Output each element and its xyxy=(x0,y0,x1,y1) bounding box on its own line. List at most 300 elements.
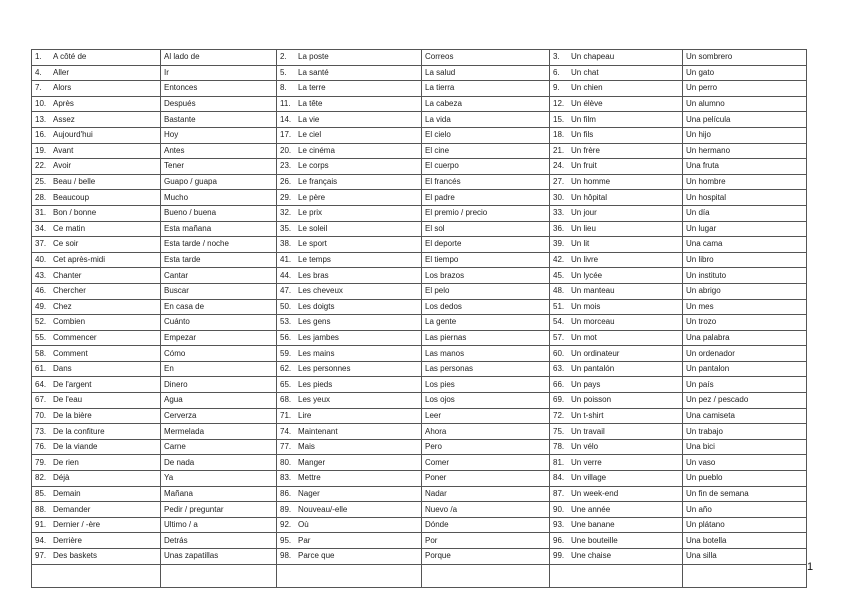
french-term: Une bouteille xyxy=(571,535,618,545)
item-number: 2. xyxy=(280,52,287,62)
french-term-cell xyxy=(32,96,161,112)
french-term: Un élève xyxy=(571,99,603,109)
item-number: 30. xyxy=(553,192,565,202)
table-row xyxy=(32,65,807,81)
spanish-translation-cell: En xyxy=(161,361,277,377)
item-number: 27. xyxy=(553,177,565,187)
french-term-cell xyxy=(32,361,161,377)
french-term: De la bière xyxy=(53,410,92,420)
spanish-translation-cell: El francés xyxy=(422,174,550,190)
french-term-cell xyxy=(32,424,161,440)
item-number: 58. xyxy=(35,348,47,358)
french-term-cell xyxy=(32,533,161,549)
french-term-cell xyxy=(550,471,683,487)
spanish-translation-cell: Un pueblo xyxy=(683,471,807,487)
item-number: 43. xyxy=(35,270,47,280)
item-number: 55. xyxy=(35,332,47,342)
spanish-translation-cell: Esta mañana xyxy=(161,221,277,237)
french-term: La poste xyxy=(298,52,329,62)
spanish-translation-cell: Ya xyxy=(161,471,277,487)
spanish-translation-cell: Nadar xyxy=(422,486,550,502)
french-term-cell xyxy=(277,408,422,424)
spanish-translation-cell: Buscar xyxy=(161,283,277,299)
spanish-translation-cell: La salud xyxy=(422,65,550,81)
french-term-cell xyxy=(550,268,683,284)
table-row xyxy=(32,81,807,97)
item-number: 88. xyxy=(35,504,47,514)
item-number: 90. xyxy=(553,504,565,514)
french-term: De la viande xyxy=(53,442,98,452)
table-row xyxy=(32,283,807,299)
french-term: Un vélo xyxy=(571,442,599,452)
spanish-translation-cell: El deporte xyxy=(422,237,550,253)
item-number: 52. xyxy=(35,317,47,327)
spanish-translation-cell: Un lugar xyxy=(683,221,807,237)
spanish-translation-cell: Un hermano xyxy=(683,143,807,159)
french-term: Un fruit xyxy=(571,161,597,171)
french-term-cell xyxy=(550,81,683,97)
french-term: Commencer xyxy=(53,332,97,342)
item-number: 97. xyxy=(35,551,47,561)
item-number: 95. xyxy=(280,535,292,545)
item-number: 29. xyxy=(280,192,292,202)
item-number: 5. xyxy=(280,67,287,77)
french-term: Beau / belle xyxy=(53,177,96,187)
item-number: 24. xyxy=(553,161,565,171)
item-number: 42. xyxy=(553,255,565,265)
spanish-translation-cell: Detrás xyxy=(161,533,277,549)
item-number: 65. xyxy=(280,379,292,389)
spanish-translation-cell: Un año xyxy=(683,502,807,518)
french-term: Un homme xyxy=(571,177,611,187)
item-number: 84. xyxy=(553,473,565,483)
french-term-cell xyxy=(550,502,683,518)
french-term: Un travail xyxy=(571,426,605,436)
spanish-translation-cell: Cómo xyxy=(161,346,277,362)
french-term: Les pieds xyxy=(298,379,333,389)
french-term: Un jour xyxy=(571,208,597,218)
french-term: Un mot xyxy=(571,332,597,342)
empty-cell xyxy=(277,564,422,587)
item-number: 77. xyxy=(280,442,292,452)
french-term: Combien xyxy=(53,317,86,327)
french-term: Dernier / -ère xyxy=(53,520,101,530)
french-term-cell xyxy=(32,377,161,393)
table-row xyxy=(32,112,807,128)
spanish-translation-cell: Nuevo /a xyxy=(422,502,550,518)
item-number: 15. xyxy=(553,114,565,124)
empty-cell xyxy=(683,564,807,587)
french-term: Déjà xyxy=(53,473,70,483)
table-row xyxy=(32,205,807,221)
french-term: De la confiture xyxy=(53,426,105,436)
french-term: Un chat xyxy=(571,67,599,77)
item-number: 53. xyxy=(280,317,292,327)
item-number: 98. xyxy=(280,551,292,561)
french-term: Un morceau xyxy=(571,317,615,327)
spanish-translation-cell: Las manos xyxy=(422,346,550,362)
table-row xyxy=(32,190,807,206)
french-term-cell xyxy=(550,283,683,299)
french-term: Lire xyxy=(298,410,312,420)
french-term-cell xyxy=(32,268,161,284)
french-term-cell xyxy=(277,143,422,159)
french-term-cell xyxy=(277,190,422,206)
french-term: Un chapeau xyxy=(571,52,615,62)
spanish-translation-cell: El pelo xyxy=(422,283,550,299)
french-term-cell xyxy=(550,346,683,362)
item-number: 16. xyxy=(35,130,47,140)
spanish-translation-cell: El cine xyxy=(422,143,550,159)
french-term: De l'argent xyxy=(53,379,92,389)
spanish-translation-cell: De nada xyxy=(161,455,277,471)
vocabulary-table xyxy=(31,49,807,588)
french-term-cell xyxy=(550,237,683,253)
french-term-cell xyxy=(277,159,422,175)
spanish-translation-cell: Un plátano xyxy=(683,517,807,533)
item-number: 6. xyxy=(553,67,560,77)
item-number: 94. xyxy=(35,535,47,545)
french-term-cell xyxy=(550,174,683,190)
item-number: 28. xyxy=(35,192,47,202)
table-row xyxy=(32,237,807,253)
spanish-translation-cell: Después xyxy=(161,96,277,112)
french-term: Le soleil xyxy=(298,223,328,233)
french-term: Maintenant xyxy=(298,426,338,436)
table-row xyxy=(32,439,807,455)
item-number: 8. xyxy=(280,83,287,93)
item-number: 13. xyxy=(35,114,47,124)
french-term: Beaucoup xyxy=(53,192,90,202)
french-term-cell xyxy=(32,252,161,268)
french-term: Nouveau/-elle xyxy=(298,504,348,514)
item-number: 69. xyxy=(553,395,565,405)
item-number: 61. xyxy=(35,364,47,374)
table-row xyxy=(32,346,807,362)
item-number: 66. xyxy=(553,379,565,389)
french-term: Un poisson xyxy=(571,395,612,405)
french-term-cell xyxy=(277,50,422,66)
french-term: Les mains xyxy=(298,348,335,358)
french-term: Un lit xyxy=(571,239,590,249)
french-term: Aujourd'hui xyxy=(53,130,93,140)
item-number: 59. xyxy=(280,348,292,358)
french-term-cell xyxy=(550,143,683,159)
item-number: 99. xyxy=(553,551,565,561)
french-term-cell xyxy=(550,96,683,112)
french-term: Alors xyxy=(53,83,72,93)
table-row xyxy=(32,424,807,440)
item-number: 70. xyxy=(35,410,47,420)
french-term-cell xyxy=(277,393,422,409)
french-term: Un lycée xyxy=(571,270,603,280)
french-term: Bon / bonne xyxy=(53,208,97,218)
french-term-cell xyxy=(550,252,683,268)
french-term: Mettre xyxy=(298,473,321,483)
french-term-cell xyxy=(550,315,683,331)
spanish-translation-cell: Un ordenador xyxy=(683,346,807,362)
spanish-translation-cell: Carne xyxy=(161,439,277,455)
item-number: 64. xyxy=(35,379,47,389)
french-term-cell xyxy=(32,50,161,66)
french-term: Par xyxy=(298,535,311,545)
table-row xyxy=(32,502,807,518)
item-number: 93. xyxy=(553,520,565,530)
spanish-translation-cell: Un gato xyxy=(683,65,807,81)
french-term: Un verre xyxy=(571,457,602,467)
french-term-cell xyxy=(277,174,422,190)
table-row xyxy=(32,393,807,409)
french-term: Nager xyxy=(298,488,320,498)
french-term: Le sport xyxy=(298,239,327,249)
french-term-cell xyxy=(550,377,683,393)
item-number: 34. xyxy=(35,223,47,233)
item-number: 10. xyxy=(35,99,47,109)
french-term-cell xyxy=(277,252,422,268)
item-number: 81. xyxy=(553,457,565,467)
french-term: A côté de xyxy=(53,52,87,62)
item-number: 23. xyxy=(280,161,292,171)
item-number: 17. xyxy=(280,130,292,140)
spanish-translation-cell: La gente xyxy=(422,315,550,331)
french-term-cell xyxy=(32,190,161,206)
french-term-cell xyxy=(277,268,422,284)
french-term-cell xyxy=(32,299,161,315)
spanish-translation-cell: Un trabajo xyxy=(683,424,807,440)
spanish-translation-cell: Hoy xyxy=(161,127,277,143)
french-term-cell xyxy=(32,221,161,237)
french-term-cell xyxy=(32,205,161,221)
spanish-translation-cell: Unas zapatillas xyxy=(161,549,277,565)
spanish-translation-cell: Un pantalon xyxy=(683,361,807,377)
item-number: 76. xyxy=(35,442,47,452)
item-number: 63. xyxy=(553,364,565,374)
item-number: 60. xyxy=(553,348,565,358)
french-term: Une chaise xyxy=(571,551,612,561)
item-number: 1. xyxy=(35,52,42,62)
spanish-translation-cell: Los ojos xyxy=(422,393,550,409)
french-term: Assez xyxy=(53,114,75,124)
spanish-translation-cell: La tierra xyxy=(422,81,550,97)
spanish-translation-cell: Comer xyxy=(422,455,550,471)
item-number: 56. xyxy=(280,332,292,342)
spanish-translation-cell: Cerverza xyxy=(161,408,277,424)
french-term: Manger xyxy=(298,457,326,467)
spanish-translation-cell: Un instituto xyxy=(683,268,807,284)
item-number: 89. xyxy=(280,504,292,514)
spanish-translation-cell: Un libro xyxy=(683,252,807,268)
french-term: Un ordinateur xyxy=(571,348,620,358)
french-term-cell xyxy=(32,81,161,97)
item-number: 14. xyxy=(280,114,292,124)
french-term-cell xyxy=(277,112,422,128)
french-term: Un film xyxy=(571,114,596,124)
spanish-translation-cell: Pedir / preguntar xyxy=(161,502,277,518)
spanish-translation-cell: Ir xyxy=(161,65,277,81)
table-row xyxy=(32,471,807,487)
table-row xyxy=(32,50,807,66)
item-number: 3. xyxy=(553,52,560,62)
spanish-translation-cell: Bastante xyxy=(161,112,277,128)
french-term-cell xyxy=(550,330,683,346)
spanish-translation-cell: Mermelada xyxy=(161,424,277,440)
spanish-translation-cell: Un vaso xyxy=(683,455,807,471)
french-term: Le français xyxy=(298,177,338,187)
spanish-translation-cell: Antes xyxy=(161,143,277,159)
vocabulary-table-body xyxy=(32,50,807,588)
french-term-cell xyxy=(550,517,683,533)
french-term: Un hôpital xyxy=(571,192,608,202)
item-number: 75. xyxy=(553,426,565,436)
item-number: 83. xyxy=(280,473,292,483)
spanish-translation-cell: El cuerpo xyxy=(422,159,550,175)
french-term: Comment xyxy=(53,348,88,358)
french-term-cell xyxy=(32,346,161,362)
spanish-translation-cell: En casa de xyxy=(161,299,277,315)
spanish-translation-cell: Un país xyxy=(683,377,807,393)
spanish-translation-cell: Por xyxy=(422,533,550,549)
item-number: 51. xyxy=(553,301,565,311)
table-row xyxy=(32,127,807,143)
french-term: De l'eau xyxy=(53,395,83,405)
item-number: 82. xyxy=(35,473,47,483)
spanish-translation-cell: Los pies xyxy=(422,377,550,393)
item-number: 50. xyxy=(280,301,292,311)
french-term: Une banane xyxy=(571,520,615,530)
spanish-translation-cell: Una fruta xyxy=(683,159,807,175)
spanish-translation-cell: Pero xyxy=(422,439,550,455)
french-term: Aller xyxy=(53,67,70,77)
item-number: 68. xyxy=(280,395,292,405)
french-term-cell xyxy=(277,96,422,112)
spanish-translation-cell: Un fin de semana xyxy=(683,486,807,502)
table-row xyxy=(32,455,807,471)
item-number: 31. xyxy=(35,208,47,218)
item-number: 7. xyxy=(35,83,42,93)
french-term-cell xyxy=(277,517,422,533)
french-term-cell xyxy=(277,330,422,346)
item-number: 87. xyxy=(553,488,565,498)
french-term-cell xyxy=(277,127,422,143)
table-row xyxy=(32,174,807,190)
table-row xyxy=(32,361,807,377)
french-term-cell xyxy=(32,549,161,565)
spanish-translation-cell: Un mes xyxy=(683,299,807,315)
spanish-translation-cell: Porque xyxy=(422,549,550,565)
table-row xyxy=(32,315,807,331)
item-number: 18. xyxy=(553,130,565,140)
empty-cell xyxy=(161,564,277,587)
spanish-translation-cell: Los dedos xyxy=(422,299,550,315)
spanish-translation-cell: Un pez / pescado xyxy=(683,393,807,409)
french-term: Un lieu xyxy=(571,223,596,233)
item-number: 79. xyxy=(35,457,47,467)
spanish-translation-cell: Esta tarde xyxy=(161,252,277,268)
french-term-cell xyxy=(550,486,683,502)
spanish-translation-cell: Agua xyxy=(161,393,277,409)
french-term-cell xyxy=(550,533,683,549)
spanish-translation-cell: Cuánto xyxy=(161,315,277,331)
spanish-translation-cell: Un perro xyxy=(683,81,807,97)
spanish-translation-cell: Ahora xyxy=(422,424,550,440)
french-term-cell xyxy=(277,361,422,377)
item-number: 39. xyxy=(553,239,565,249)
spanish-translation-cell: El premio / precio xyxy=(422,205,550,221)
french-term-cell xyxy=(550,221,683,237)
spanish-translation-cell: Un abrigo xyxy=(683,283,807,299)
french-term-cell xyxy=(277,283,422,299)
french-term-cell xyxy=(32,127,161,143)
item-number: 33. xyxy=(553,208,565,218)
french-term: Un t-shirt xyxy=(571,410,604,420)
page-number: 1 xyxy=(807,561,814,573)
french-term: De rien xyxy=(53,457,79,467)
french-term-cell xyxy=(277,439,422,455)
french-term: Ce soir xyxy=(53,239,79,249)
table-row xyxy=(32,143,807,159)
spanish-translation-cell: El tiempo xyxy=(422,252,550,268)
french-term: Chez xyxy=(53,301,72,311)
french-term-cell xyxy=(32,112,161,128)
french-term-cell xyxy=(277,502,422,518)
french-term-cell xyxy=(277,221,422,237)
table-row xyxy=(32,517,807,533)
spanish-translation-cell: Dónde xyxy=(422,517,550,533)
french-term: Un chien xyxy=(571,83,603,93)
french-term: Les gens xyxy=(298,317,331,327)
french-term: Les personnes xyxy=(298,364,351,374)
french-term: Les yeux xyxy=(298,395,331,405)
french-term-cell xyxy=(277,424,422,440)
spanish-translation-cell: Los brazos xyxy=(422,268,550,284)
french-term-cell xyxy=(277,377,422,393)
spanish-translation-cell: Poner xyxy=(422,471,550,487)
item-number: 54. xyxy=(553,317,565,327)
item-number: 71. xyxy=(280,410,292,420)
french-term-cell xyxy=(32,65,161,81)
table-row xyxy=(32,252,807,268)
french-term: Le père xyxy=(298,192,326,202)
french-term-cell xyxy=(277,549,422,565)
french-term: La tête xyxy=(298,99,323,109)
french-term-cell xyxy=(550,424,683,440)
table-row xyxy=(32,549,807,565)
item-number: 96. xyxy=(553,535,565,545)
item-number: 20. xyxy=(280,145,292,155)
french-term-cell xyxy=(550,408,683,424)
french-term: Un village xyxy=(571,473,607,483)
spanish-translation-cell: Bueno / buena xyxy=(161,205,277,221)
empty-cell xyxy=(422,564,550,587)
french-term-cell xyxy=(277,237,422,253)
item-number: 57. xyxy=(553,332,565,342)
spanish-translation-cell: El cielo xyxy=(422,127,550,143)
french-term: Cet après-midi xyxy=(53,255,106,265)
item-number: 19. xyxy=(35,145,47,155)
item-number: 78. xyxy=(553,442,565,452)
empty-cell xyxy=(32,564,161,587)
item-number: 45. xyxy=(553,270,565,280)
french-term-cell xyxy=(32,315,161,331)
french-term: Les doigts xyxy=(298,301,335,311)
spanish-translation-cell: Un hijo xyxy=(683,127,807,143)
item-number: 4. xyxy=(35,67,42,77)
spanish-translation-cell: Tener xyxy=(161,159,277,175)
spanish-translation-cell: Dinero xyxy=(161,377,277,393)
french-term-cell xyxy=(277,205,422,221)
french-term: Un frère xyxy=(571,145,600,155)
spanish-translation-cell: Una silla xyxy=(683,549,807,565)
